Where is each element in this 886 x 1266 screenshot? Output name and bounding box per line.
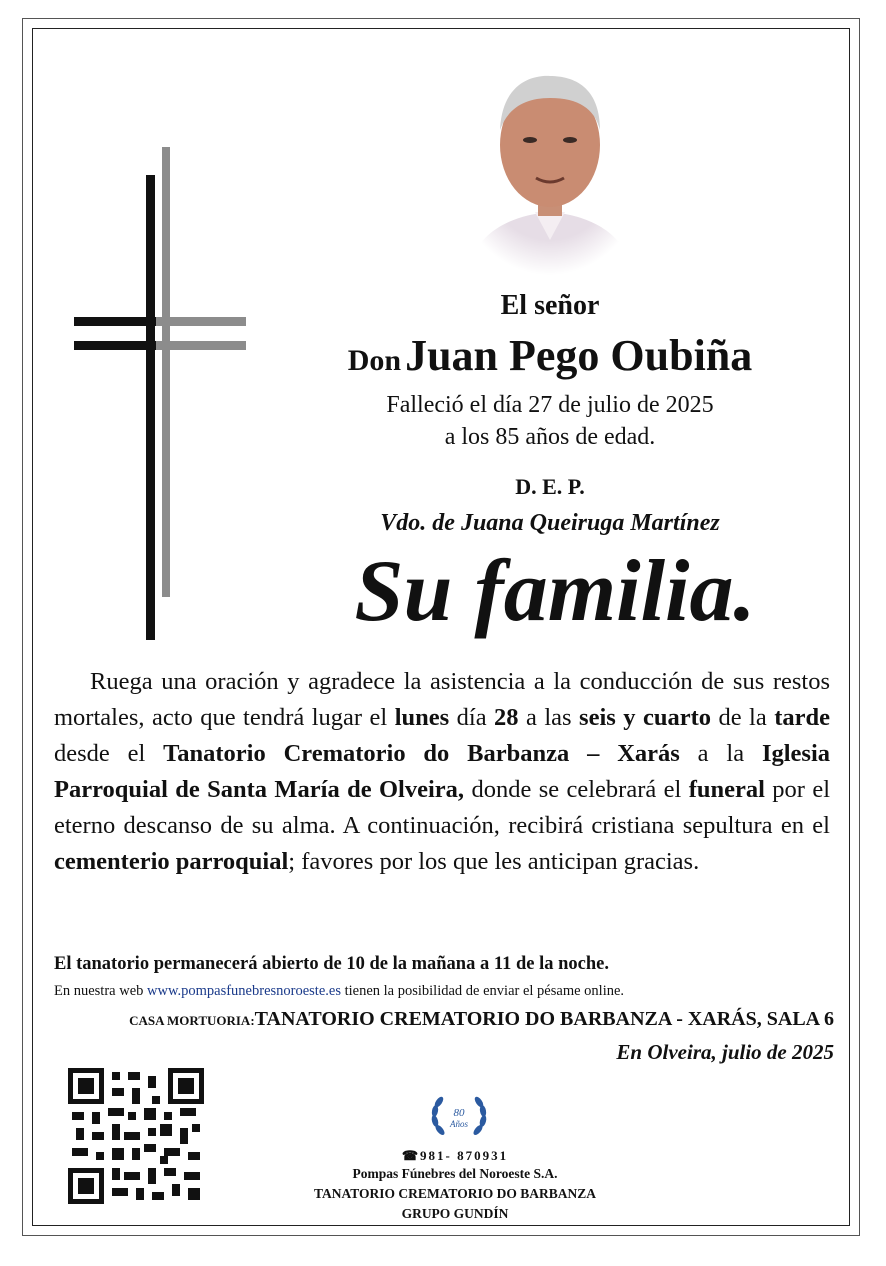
qr-code-icon[interactable] (68, 1068, 204, 1204)
body-text-8: por el eterno descanso de su alma. A continuación, recibirá cristiana sepultura en el (54, 776, 831, 839)
body-bold-date: 28 (494, 704, 519, 731)
phone-number[interactable]: ☎981- 870931 (401, 1148, 509, 1163)
body-bold-time: seis y cuarto (579, 704, 711, 731)
body-bold-cemetery: cementerio parroquial (54, 848, 289, 875)
funeral-home-value: TANATORIO CREMATORIO DO BARBANZA - XARÁS, SALA 6 (254, 1008, 834, 1030)
company-name: Pompas Fúnebres del Noroeste S.A. (352, 1166, 558, 1181)
web-notice (54, 983, 624, 1000)
title-prefix: Don (347, 344, 402, 377)
rip-text: D. E. P. (515, 474, 585, 499)
deceased-name: Juan Pego Oubiña (405, 331, 753, 380)
widower-line: Vdo. de Juana Queiruga Martínez (380, 510, 720, 536)
body-text-7: donde se celebrará el (464, 776, 689, 803)
body-text-1: Ruega una oración y agradece la asistencia a la conducción de sus restos mortales, acto que tendrá lugar el (54, 668, 830, 731)
deceased-portrait-photo (450, 40, 650, 275)
web-text-after: tienen la posibilidad de enviar el pésame online. (340, 983, 625, 999)
body-text-5: desde el (54, 740, 164, 767)
body-bold-funeral: funeral (688, 776, 765, 803)
body-text-9: ; favores por los que les anticipan gracias. (288, 848, 700, 875)
footer-tanatorio: TANATORIO CREMATORIO DO BARBANZA (314, 1186, 596, 1201)
logo-word: Años (450, 1119, 468, 1129)
funeral-home-line (129, 1008, 834, 1031)
body-text-6: a la (679, 740, 762, 767)
obituary-body (54, 664, 830, 880)
web-text-before: En nuestra web (54, 983, 148, 999)
website-link[interactable]: www.pompasfunebresnoroeste.es (147, 983, 341, 999)
family-title: Su familia. (354, 543, 756, 640)
body-bold-church: Iglesia Parroquial de Santa María de Olveira, (54, 740, 830, 803)
place-date: En Olveira, julio de 2025 (616, 1040, 834, 1064)
logo-number: 80 (453, 1107, 465, 1119)
honorific: El señor (500, 290, 600, 321)
death-date: Falleció el día 27 de julio de 2025 (386, 392, 714, 418)
body-bold-day: lunes (394, 704, 450, 731)
funeral-home-label: CASA MORTUORIA: (129, 1013, 255, 1028)
body-text-4: de la (711, 704, 775, 731)
opening-hours: El tanatorio permanecerá abierto de 10 de la mañana a 11 de la noche. (54, 954, 609, 974)
cross-icon (70, 145, 250, 645)
deceased-name-line (260, 330, 840, 381)
body-text-3: a las (518, 704, 580, 731)
body-text-2: día (449, 704, 495, 731)
group-name: GRUPO GUNDÍN (401, 1206, 509, 1221)
body-bold-tanatorio: Tanatorio Crematorio do Barbanza – Xarás (163, 740, 680, 767)
age: a los 85 años de edad. (444, 424, 656, 450)
body-bold-afternoon: tarde (774, 704, 830, 731)
anniversary-laurel-logo (426, 1090, 492, 1148)
